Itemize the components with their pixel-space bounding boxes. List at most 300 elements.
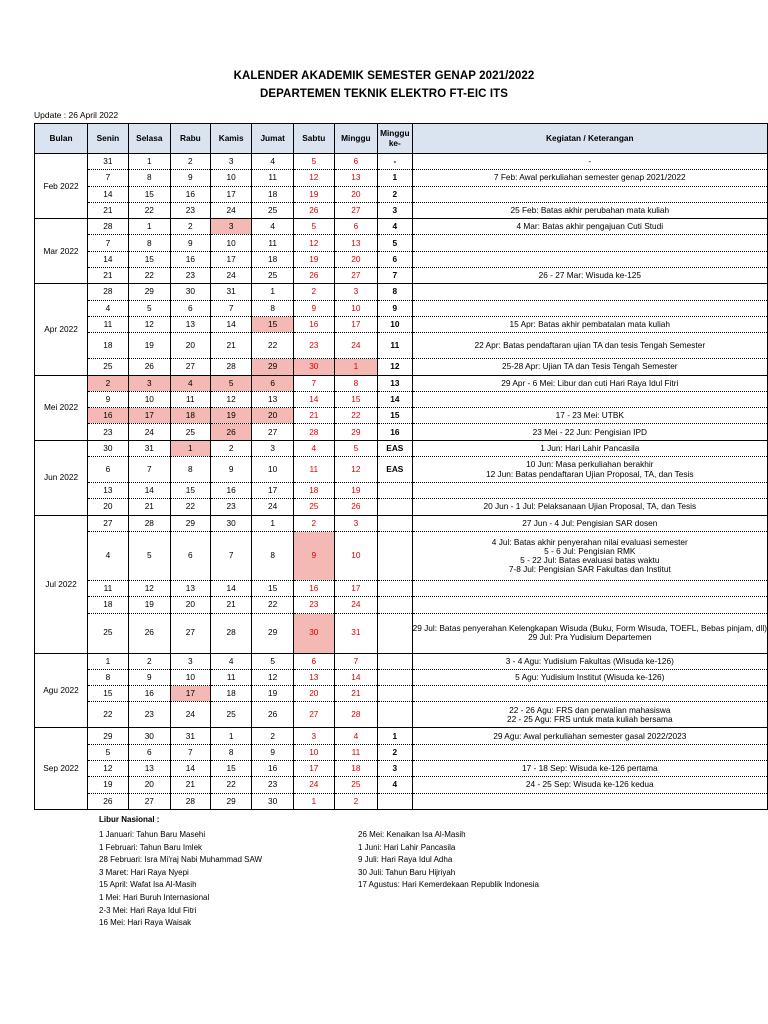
day-cell-jumat: 12 <box>252 669 293 685</box>
day-cell-jumat: 29 <box>252 359 293 375</box>
week-number: 9 <box>378 300 413 316</box>
day-cell-senin: 27 <box>88 515 129 531</box>
day-cell-senin: 23 <box>88 424 129 440</box>
day-cell-jumat: 11 <box>252 235 293 251</box>
month-label: Mei 2022 <box>35 375 88 440</box>
week-number <box>378 793 413 809</box>
day-cell-senin: 16 <box>88 408 129 424</box>
week-row <box>35 597 768 613</box>
day-cell-senin: 18 <box>88 597 129 613</box>
day-cell-rabu: 21 <box>170 777 210 793</box>
day-cell-selasa: 12 <box>128 316 170 332</box>
day-cell-rabu: 2 <box>170 154 210 170</box>
day-cell-rabu: 28 <box>170 793 210 809</box>
day-cell-minggu: 12 <box>334 457 377 483</box>
header-kegiatan: Kegiatan / Keterangan <box>412 124 767 154</box>
day-cell-senin: 9 <box>88 391 129 407</box>
day-cell-selasa: 26 <box>128 359 170 375</box>
header-kamis: Kamis <box>210 124 252 154</box>
day-cell-selasa: 30 <box>128 728 170 744</box>
week-row <box>35 154 768 170</box>
activity-cell <box>412 702 767 728</box>
header-row <box>35 124 768 154</box>
day-cell-minggu: 10 <box>334 300 377 316</box>
week-number <box>378 580 413 596</box>
activity-cell <box>412 761 767 777</box>
day-cell-sabtu: 11 <box>293 457 334 483</box>
day-cell-senin: 30 <box>88 440 129 456</box>
day-cell-selasa: 17 <box>128 408 170 424</box>
day-cell-rabu: 13 <box>170 316 210 332</box>
week-number: 7 <box>378 268 413 284</box>
activity-cell <box>412 375 767 391</box>
day-cell-selasa: 15 <box>128 186 170 202</box>
week-number: 12 <box>378 359 413 375</box>
holiday-item: 26 Mei: Kenaikan Isa Al-Masih <box>358 830 466 839</box>
day-cell-jumat: 16 <box>252 761 293 777</box>
day-cell-sabtu: 5 <box>293 219 334 235</box>
month-label: Jun 2022 <box>35 440 88 515</box>
day-cell-minggu: 31 <box>334 613 377 653</box>
week-number <box>378 597 413 613</box>
day-cell-rabu: 8 <box>170 457 210 483</box>
activity-cell <box>412 793 767 809</box>
week-number: 1 <box>378 170 413 186</box>
holiday-item: 15 April: Wafat Isa Al-Masih <box>99 880 197 890</box>
day-cell-sabtu: 28 <box>293 424 334 440</box>
header-minggu-ke: Minggu ke- <box>378 124 413 154</box>
activity-cell <box>412 284 767 300</box>
month-label: Mar 2022 <box>35 219 88 284</box>
header-rabu: Rabu <box>170 124 210 154</box>
day-cell-jumat: 15 <box>252 316 293 332</box>
week-number <box>378 669 413 685</box>
day-cell-jumat: 4 <box>252 154 293 170</box>
day-cell-senin: 7 <box>88 235 129 251</box>
day-cell-senin: 15 <box>88 686 129 702</box>
activity-note: 20 Jun - 1 Jul: Pelaksanaan Ujian Proposal, TA, dan Tesis <box>483 501 697 512</box>
activity-note: 29 Agu: Awal perkuliahan semester gasal 2022/2023 <box>493 730 687 741</box>
day-cell-jumat: 22 <box>252 333 293 359</box>
activity-note: 25 Feb: Batas akhir perubahan mata kuliah <box>510 204 670 215</box>
week-row <box>35 686 768 702</box>
day-cell-jumat: 8 <box>252 300 293 316</box>
day-cell-kamis: 25 <box>210 702 252 728</box>
day-cell-senin: 2 <box>88 375 129 391</box>
day-cell-kamis: 24 <box>210 268 252 284</box>
day-cell-rabu: 23 <box>170 268 210 284</box>
day-cell-selasa: 3 <box>128 375 170 391</box>
day-cell-kamis: 28 <box>210 359 252 375</box>
day-cell-rabu: 20 <box>170 597 210 613</box>
day-cell-selasa: 6 <box>128 744 170 760</box>
day-cell-rabu: 3 <box>170 653 210 669</box>
day-cell-sabtu: 9 <box>293 300 334 316</box>
day-cell-kamis: 17 <box>210 251 252 267</box>
activity-note: 7 Feb: Awal perkuliahan semester genap 2021/2022 <box>493 172 686 183</box>
day-cell-kamis: 14 <box>210 580 252 596</box>
activity-cell <box>412 515 767 531</box>
day-cell-rabu: 27 <box>170 613 210 653</box>
day-cell-kamis: 7 <box>210 300 252 316</box>
day-cell-jumat: 1 <box>252 515 293 531</box>
day-cell-selasa: 15 <box>128 251 170 267</box>
day-cell-sabtu: 26 <box>293 268 334 284</box>
day-cell-selasa: 14 <box>128 483 170 499</box>
header-senin: Senin <box>88 124 129 154</box>
day-cell-senin: 7 <box>88 170 129 186</box>
day-cell-minggu: 19 <box>334 483 377 499</box>
day-cell-selasa: 9 <box>128 669 170 685</box>
month-label: Sep 2022 <box>35 728 88 809</box>
week-row <box>35 408 768 424</box>
activity-cell <box>412 580 767 596</box>
day-cell-minggu: 27 <box>334 202 377 218</box>
day-cell-kamis: 4 <box>210 653 252 669</box>
day-cell-minggu: 18 <box>334 761 377 777</box>
day-cell-minggu: 24 <box>334 333 377 359</box>
day-cell-rabu: 6 <box>170 531 210 580</box>
day-cell-rabu: 15 <box>170 483 210 499</box>
day-cell-sabtu: 16 <box>293 580 334 596</box>
week-number <box>378 531 413 580</box>
day-cell-kamis: 10 <box>210 170 252 186</box>
week-number: 16 <box>378 424 413 440</box>
holiday-item: 1 Juni: Hari Lahir Pancasila <box>358 842 456 852</box>
day-cell-jumat: 19 <box>252 686 293 702</box>
week-number: 10 <box>378 316 413 332</box>
day-cell-minggu: 29 <box>334 424 377 440</box>
day-cell-jumat: 10 <box>252 457 293 483</box>
day-cell-selasa: 24 <box>128 424 170 440</box>
holiday-item: 1 Januari: Tahun Baru Masehi <box>99 830 206 839</box>
activity-note: 10 Jun: Masa perkuliahan berakhir <box>526 459 654 470</box>
day-cell-rabu: 1 <box>170 440 210 456</box>
day-cell-minggu: 17 <box>334 580 377 596</box>
activity-cell <box>412 483 767 499</box>
activity-note: 5 - 6 Jul: Pengisian RMK <box>544 545 636 556</box>
day-cell-sabtu: 19 <box>293 186 334 202</box>
day-cell-rabu: 11 <box>170 391 210 407</box>
day-cell-minggu: 13 <box>334 235 377 251</box>
activity-note: 1 Jun: Hari Lahir Pancasila <box>540 442 640 453</box>
holiday-item: 1 Mei: Hari Buruh Internasional <box>99 892 210 902</box>
day-cell-sabtu: 27 <box>293 702 334 728</box>
week-row <box>35 793 768 809</box>
day-cell-minggu: 4 <box>334 728 377 744</box>
activity-cell <box>412 170 767 186</box>
day-cell-selasa: 27 <box>128 793 170 809</box>
day-cell-senin: 1 <box>88 653 129 669</box>
day-cell-rabu: 24 <box>170 702 210 728</box>
week-row <box>35 359 768 375</box>
day-cell-rabu: 13 <box>170 580 210 596</box>
day-cell-selasa: 10 <box>128 391 170 407</box>
day-cell-selasa: 1 <box>128 154 170 170</box>
day-cell-minggu: 6 <box>334 154 377 170</box>
day-cell-minggu: 14 <box>334 669 377 685</box>
day-cell-minggu: 10 <box>334 531 377 580</box>
holiday-item: 17 Agustus: Hari Kemerdekaan Republik Indonesia <box>358 880 539 890</box>
activity-cell <box>412 359 767 375</box>
day-cell-senin: 28 <box>88 219 129 235</box>
week-row <box>35 653 768 669</box>
day-cell-kamis: 5 <box>210 375 252 391</box>
day-cell-senin: 29 <box>88 728 129 744</box>
day-cell-minggu: 2 <box>334 793 377 809</box>
day-cell-kamis: 9 <box>210 457 252 483</box>
day-cell-senin: 11 <box>88 316 129 332</box>
day-cell-jumat: 25 <box>252 268 293 284</box>
day-cell-sabtu: 12 <box>293 170 334 186</box>
header-jumat: Jumat <box>252 124 293 154</box>
day-cell-selasa: 21 <box>128 499 170 515</box>
week-number <box>378 483 413 499</box>
week-row <box>35 284 768 300</box>
week-row <box>35 440 768 456</box>
day-cell-jumat: 24 <box>252 499 293 515</box>
day-cell-selasa: 8 <box>128 235 170 251</box>
week-number: EAS <box>378 440 413 456</box>
day-cell-sabtu: 25 <box>293 499 334 515</box>
day-cell-jumat: 22 <box>252 597 293 613</box>
day-cell-senin: 20 <box>88 499 129 515</box>
day-cell-rabu: 17 <box>170 686 210 702</box>
week-number: 2 <box>378 744 413 760</box>
activity-note: 25-28 Apr: Ujian TA dan Tesis Tengah Semester <box>502 361 678 372</box>
day-cell-jumat: 13 <box>252 391 293 407</box>
day-cell-rabu: 27 <box>170 359 210 375</box>
day-cell-sabtu: 23 <box>293 333 334 359</box>
day-cell-sabtu: 23 <box>293 597 334 613</box>
day-cell-minggu: 15 <box>334 391 377 407</box>
day-cell-kamis: 29 <box>210 793 252 809</box>
activity-cell <box>412 316 767 332</box>
day-cell-minggu: 27 <box>334 268 377 284</box>
day-cell-sabtu: 21 <box>293 408 334 424</box>
activity-note: 29 Jul: Pra Yudisium Departemen <box>528 632 652 643</box>
day-cell-senin: 19 <box>88 777 129 793</box>
day-cell-minggu: 26 <box>334 499 377 515</box>
day-cell-senin: 4 <box>88 300 129 316</box>
activity-note: 12 Jun: Batas pendaftaran Ujian Proposal, TA, dan Tesis <box>486 468 694 479</box>
week-number: EAS <box>378 457 413 483</box>
day-cell-jumat: 25 <box>252 202 293 218</box>
week-row <box>35 316 768 332</box>
day-cell-sabtu: 13 <box>293 669 334 685</box>
month-label: Jul 2022 <box>35 515 88 653</box>
day-cell-selasa: 23 <box>128 702 170 728</box>
activity-cell <box>412 653 767 669</box>
activity-cell <box>412 154 767 170</box>
day-cell-minggu: 20 <box>334 186 377 202</box>
activity-cell <box>412 440 767 456</box>
day-cell-sabtu: 30 <box>293 613 334 653</box>
week-number: 1 <box>378 728 413 744</box>
day-cell-minggu: 6 <box>334 219 377 235</box>
day-cell-senin: 25 <box>88 613 129 653</box>
activity-note: 4 Mar: Batas akhir pengajuan Cuti Studi <box>516 221 664 232</box>
week-number: 14 <box>378 391 413 407</box>
day-cell-senin: 25 <box>88 359 129 375</box>
day-cell-senin: 8 <box>88 669 129 685</box>
day-cell-sabtu: 10 <box>293 744 334 760</box>
week-number <box>378 702 413 728</box>
day-cell-rabu: 29 <box>170 515 210 531</box>
activity-cell <box>412 186 767 202</box>
day-cell-kamis: 28 <box>210 613 252 653</box>
day-cell-rabu: 4 <box>170 375 210 391</box>
day-cell-senin: 18 <box>88 333 129 359</box>
day-cell-senin: 28 <box>88 284 129 300</box>
day-cell-senin: 14 <box>88 186 129 202</box>
activity-cell <box>412 597 767 613</box>
academic-calendar-table-wrapper <box>34 123 768 810</box>
day-cell-selasa: 29 <box>128 284 170 300</box>
activity-cell <box>412 777 767 793</box>
activity-cell <box>412 613 767 653</box>
activity-cell <box>412 499 767 515</box>
week-row <box>35 300 768 316</box>
day-cell-kamis: 1 <box>210 728 252 744</box>
holiday-item: 30 Juli: Tahun Baru Hijriyah <box>358 867 456 877</box>
day-cell-senin: 14 <box>88 251 129 267</box>
month-label: Agu 2022 <box>35 653 88 728</box>
week-row <box>35 483 768 499</box>
day-cell-minggu: 8 <box>334 375 377 391</box>
day-cell-rabu: 9 <box>170 170 210 186</box>
week-row <box>35 761 768 777</box>
day-cell-kamis: 2 <box>210 440 252 456</box>
day-cell-sabtu: 4 <box>293 440 334 456</box>
day-cell-jumat: 20 <box>252 408 293 424</box>
calendar-body <box>35 154 768 810</box>
activity-note: 22 Apr: Batas pendaftaran ujian TA dan tesis Tengah Semester <box>474 340 706 351</box>
activity-note: 29 Apr - 6 Mei: Libur dan cuti Hari Raya Idul Fitri <box>501 377 679 388</box>
day-cell-selasa: 8 <box>128 170 170 186</box>
week-number: 11 <box>378 333 413 359</box>
day-cell-jumat: 4 <box>252 219 293 235</box>
activity-note: 17 - 18 Sep: Wisuda ke-126 pertama <box>522 763 658 774</box>
activity-cell <box>412 669 767 685</box>
day-cell-selasa: 22 <box>128 202 170 218</box>
day-cell-kamis: 26 <box>210 424 252 440</box>
header-bulan: Bulan <box>35 124 88 154</box>
activity-cell <box>412 686 767 702</box>
day-cell-jumat: 15 <box>252 580 293 596</box>
day-cell-rabu: 16 <box>170 186 210 202</box>
day-cell-sabtu: 18 <box>293 483 334 499</box>
day-cell-sabtu: 9 <box>293 531 334 580</box>
week-row <box>35 728 768 744</box>
holidays-list-left <box>99 829 262 930</box>
week-row <box>35 580 768 596</box>
day-cell-senin: 12 <box>88 761 129 777</box>
activity-note: 23 Mei - 22 Jun: Pengisian IPD <box>532 426 647 437</box>
day-cell-jumat: 1 <box>252 284 293 300</box>
day-cell-minggu: 3 <box>334 284 377 300</box>
day-cell-kamis: 22 <box>210 777 252 793</box>
day-cell-rabu: 10 <box>170 669 210 685</box>
day-cell-senin: 6 <box>88 457 129 483</box>
week-number: 4 <box>378 777 413 793</box>
activity-note: 22 - 26 Agu: FRS dan perwalian mahasiswa <box>509 704 671 715</box>
day-cell-minggu: 3 <box>334 515 377 531</box>
holiday-item: 1 Februari: Tahun Baru Imlek <box>99 842 203 852</box>
week-number: 4 <box>378 219 413 235</box>
day-cell-selasa: 5 <box>128 300 170 316</box>
day-cell-kamis: 16 <box>210 483 252 499</box>
week-number: 3 <box>378 202 413 218</box>
day-cell-sabtu: 5 <box>293 154 334 170</box>
day-cell-jumat: 29 <box>252 613 293 653</box>
week-row <box>35 391 768 407</box>
day-cell-sabtu: 1 <box>293 793 334 809</box>
holiday-item: 28 Februari: Isra Mi'raj Nabi Muhammad SAW <box>99 855 263 865</box>
day-cell-selasa: 28 <box>128 515 170 531</box>
week-row <box>35 669 768 685</box>
day-cell-senin: 11 <box>88 580 129 596</box>
week-number <box>378 499 413 515</box>
activity-note: 17 - 23 Mei: UTBK <box>555 410 624 421</box>
week-row <box>35 613 768 653</box>
day-cell-sabtu: 30 <box>293 359 334 375</box>
activity-note: 24 - 25 Sep: Wisuda ke-126 kedua <box>525 779 654 790</box>
week-number: 6 <box>378 251 413 267</box>
day-cell-rabu: 22 <box>170 499 210 515</box>
calendar-title: KALENDER AKADEMIK SEMESTER GENAP 2021/2022 <box>233 70 535 82</box>
holiday-item: 3 Maret: Hari Raya Nyepi <box>99 867 189 877</box>
day-cell-sabtu: 2 <box>293 515 334 531</box>
day-cell-jumat: 17 <box>252 483 293 499</box>
department-title: DEPARTEMEN TEKNIK ELEKTRO FT-EIC ITS <box>259 88 509 100</box>
day-cell-selasa: 5 <box>128 531 170 580</box>
activity-cell <box>412 251 767 267</box>
week-number: 8 <box>378 284 413 300</box>
activity-note: 5 - 22 Jul: Batas evaluasi batas waktu <box>520 554 660 565</box>
day-cell-jumat: 18 <box>252 186 293 202</box>
day-cell-jumat: 2 <box>252 728 293 744</box>
day-cell-jumat: 26 <box>252 702 293 728</box>
day-cell-minggu: 13 <box>334 170 377 186</box>
day-cell-jumat: 8 <box>252 531 293 580</box>
day-cell-selasa: 13 <box>128 761 170 777</box>
day-cell-rabu: 25 <box>170 424 210 440</box>
week-number <box>378 653 413 669</box>
week-row <box>35 268 768 284</box>
day-cell-sabtu: 7 <box>293 375 334 391</box>
week-row <box>35 202 768 218</box>
week-row <box>35 531 768 580</box>
day-cell-selasa: 7 <box>128 457 170 483</box>
day-cell-sabtu: 26 <box>293 202 334 218</box>
day-cell-kamis: 21 <box>210 597 252 613</box>
day-cell-senin: 26 <box>88 793 129 809</box>
day-cell-rabu: 31 <box>170 728 210 744</box>
activity-note: 3 - 4 Agu: Yudisium Fakultas (Wisuda ke-126) <box>505 655 674 666</box>
week-row <box>35 333 768 359</box>
holidays-list-right <box>358 829 539 892</box>
day-cell-kamis: 15 <box>210 761 252 777</box>
week-number: 5 <box>378 235 413 251</box>
activity-cell <box>412 391 767 407</box>
day-cell-rabu: 18 <box>170 408 210 424</box>
activity-note: 15 Apr: Batas akhir pembatalan mata kuliah <box>509 319 671 330</box>
activity-cell <box>412 268 767 284</box>
day-cell-senin: 4 <box>88 531 129 580</box>
day-cell-rabu: 14 <box>170 761 210 777</box>
day-cell-senin: 21 <box>88 268 129 284</box>
